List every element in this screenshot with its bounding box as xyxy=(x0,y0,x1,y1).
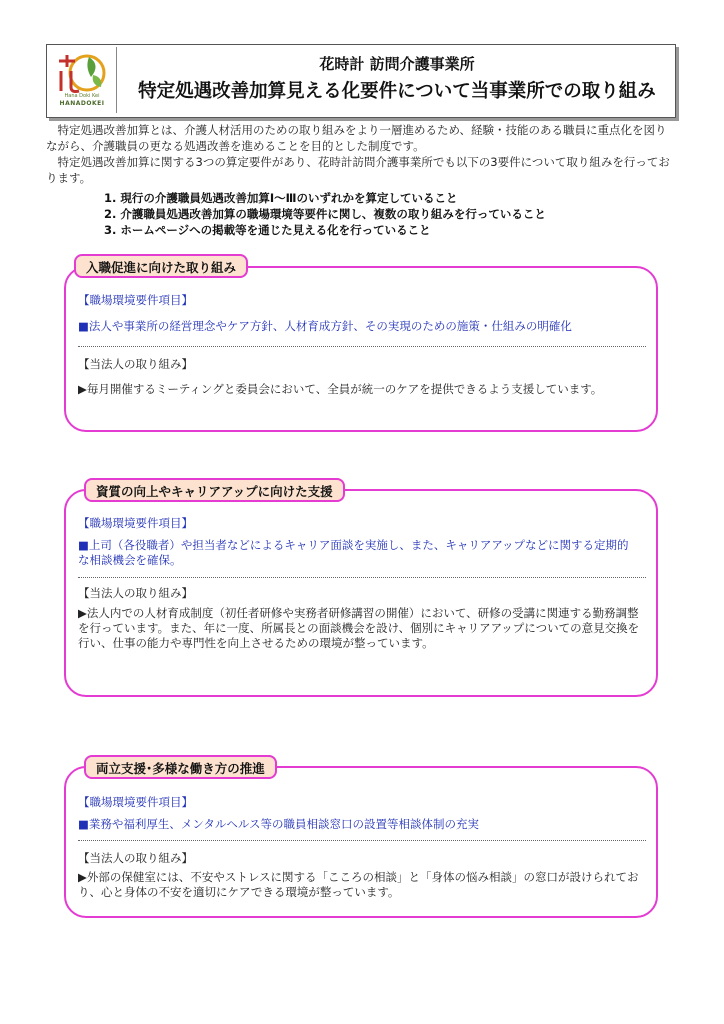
intro-text xyxy=(46,122,676,186)
section-career xyxy=(64,489,658,697)
dotted-divider xyxy=(78,346,646,347)
section-tab-career: 資質の向上やキャリアアップに向けた支援 xyxy=(84,478,345,502)
intro-paragraph-1: 特定処遇改善加算とは、介護人材活用のための取り組みをより一層進めるため、経験・技能のある職員に重点化を図りながら、介護職員の更なる処遇改善を進めることを目的とした制度です。 xyxy=(46,123,667,153)
header-banner xyxy=(46,44,676,118)
requirement-text: ■上司（各役職者）や担当者などによるキャリア面談を実施し、また、キャリアアップなどに関する定期的な相談機会を確保。 xyxy=(78,538,629,567)
action-label: 【当法人の取り組み】 xyxy=(78,586,193,600)
requirement-label: 【職場環境要件項目】 xyxy=(78,293,193,307)
section-recruitment xyxy=(64,266,658,432)
requirement-text: ■法人や事業所の経営理念やケア方針、人材育成方針、その実現のための施策・仕組みの明確化 xyxy=(78,319,572,333)
requirement-label: 【職場環境要件項目】 xyxy=(78,795,193,809)
section-tab-work-life: 両立支援･多様な働き方の推進 xyxy=(84,755,277,779)
requirement-item: 1. 現行の介護職員処遇改善加算Ⅰ～Ⅲのいずれかを算定していること xyxy=(104,191,458,205)
hanadokei-logo xyxy=(49,47,117,113)
intro-paragraph-2: 特定処遇改善加算に関する3つの算定要件があり、花時計訪問介護事業所でも以下の3要件について取り組みを行っております。 xyxy=(46,155,670,185)
section-work-life xyxy=(64,766,658,918)
dotted-divider xyxy=(78,840,646,841)
logo-subtext: Hana Doki Kei xyxy=(64,93,100,99)
office-name: 花時計 訪問介護事業所 xyxy=(319,55,475,73)
requirement-label: 【職場環境要件項目】 xyxy=(78,516,193,530)
action-text: ▶毎月開催するミーティングと委員会において、全員が統一のケアを提供できるよう支援しています。 xyxy=(78,382,603,396)
action-text: ▶法人内での人材育成制度（初任者研修や実務者研修講習の開催）において、研修の受講に関連する勤務調整を行っています。また、年に一度、所属長との面談機会を設け、個別にキャリアアップについての意見交換を行い、仕事の能力や専門性を向上させるための環境が整っています。 xyxy=(78,606,640,650)
page-title: 特定処遇改善加算見える化要件について当事業所での取り組み xyxy=(138,81,656,102)
action-text: ▶外部の保健室には、不安やストレスに関する「こころの相談」と「身体の悩み相談」の窓口が設けられており、心と身体の不安を適切にケアできる環境が整っています。 xyxy=(78,870,639,899)
action-label: 【当法人の取り組み】 xyxy=(78,851,193,865)
requirements-list xyxy=(104,190,664,238)
requirement-item: 3. ホームページへの掲載等を通じた見える化を行っていること xyxy=(104,223,431,237)
action-label: 【当法人の取り組み】 xyxy=(78,357,193,371)
requirement-item: 2. 介護職員処遇改善加算の職場環境等要件に関し、複数の取り組みを行っていること xyxy=(104,207,546,221)
logo-wordmark: HANADOKEI xyxy=(59,100,105,107)
section-tab-recruitment: 入職促進に向けた取り組み xyxy=(74,254,248,278)
requirement-text: ■業務や福利厚生、メンタルヘルス等の職員相談窓口の設置等相談体制の充実 xyxy=(78,817,480,831)
dotted-divider xyxy=(78,577,646,578)
